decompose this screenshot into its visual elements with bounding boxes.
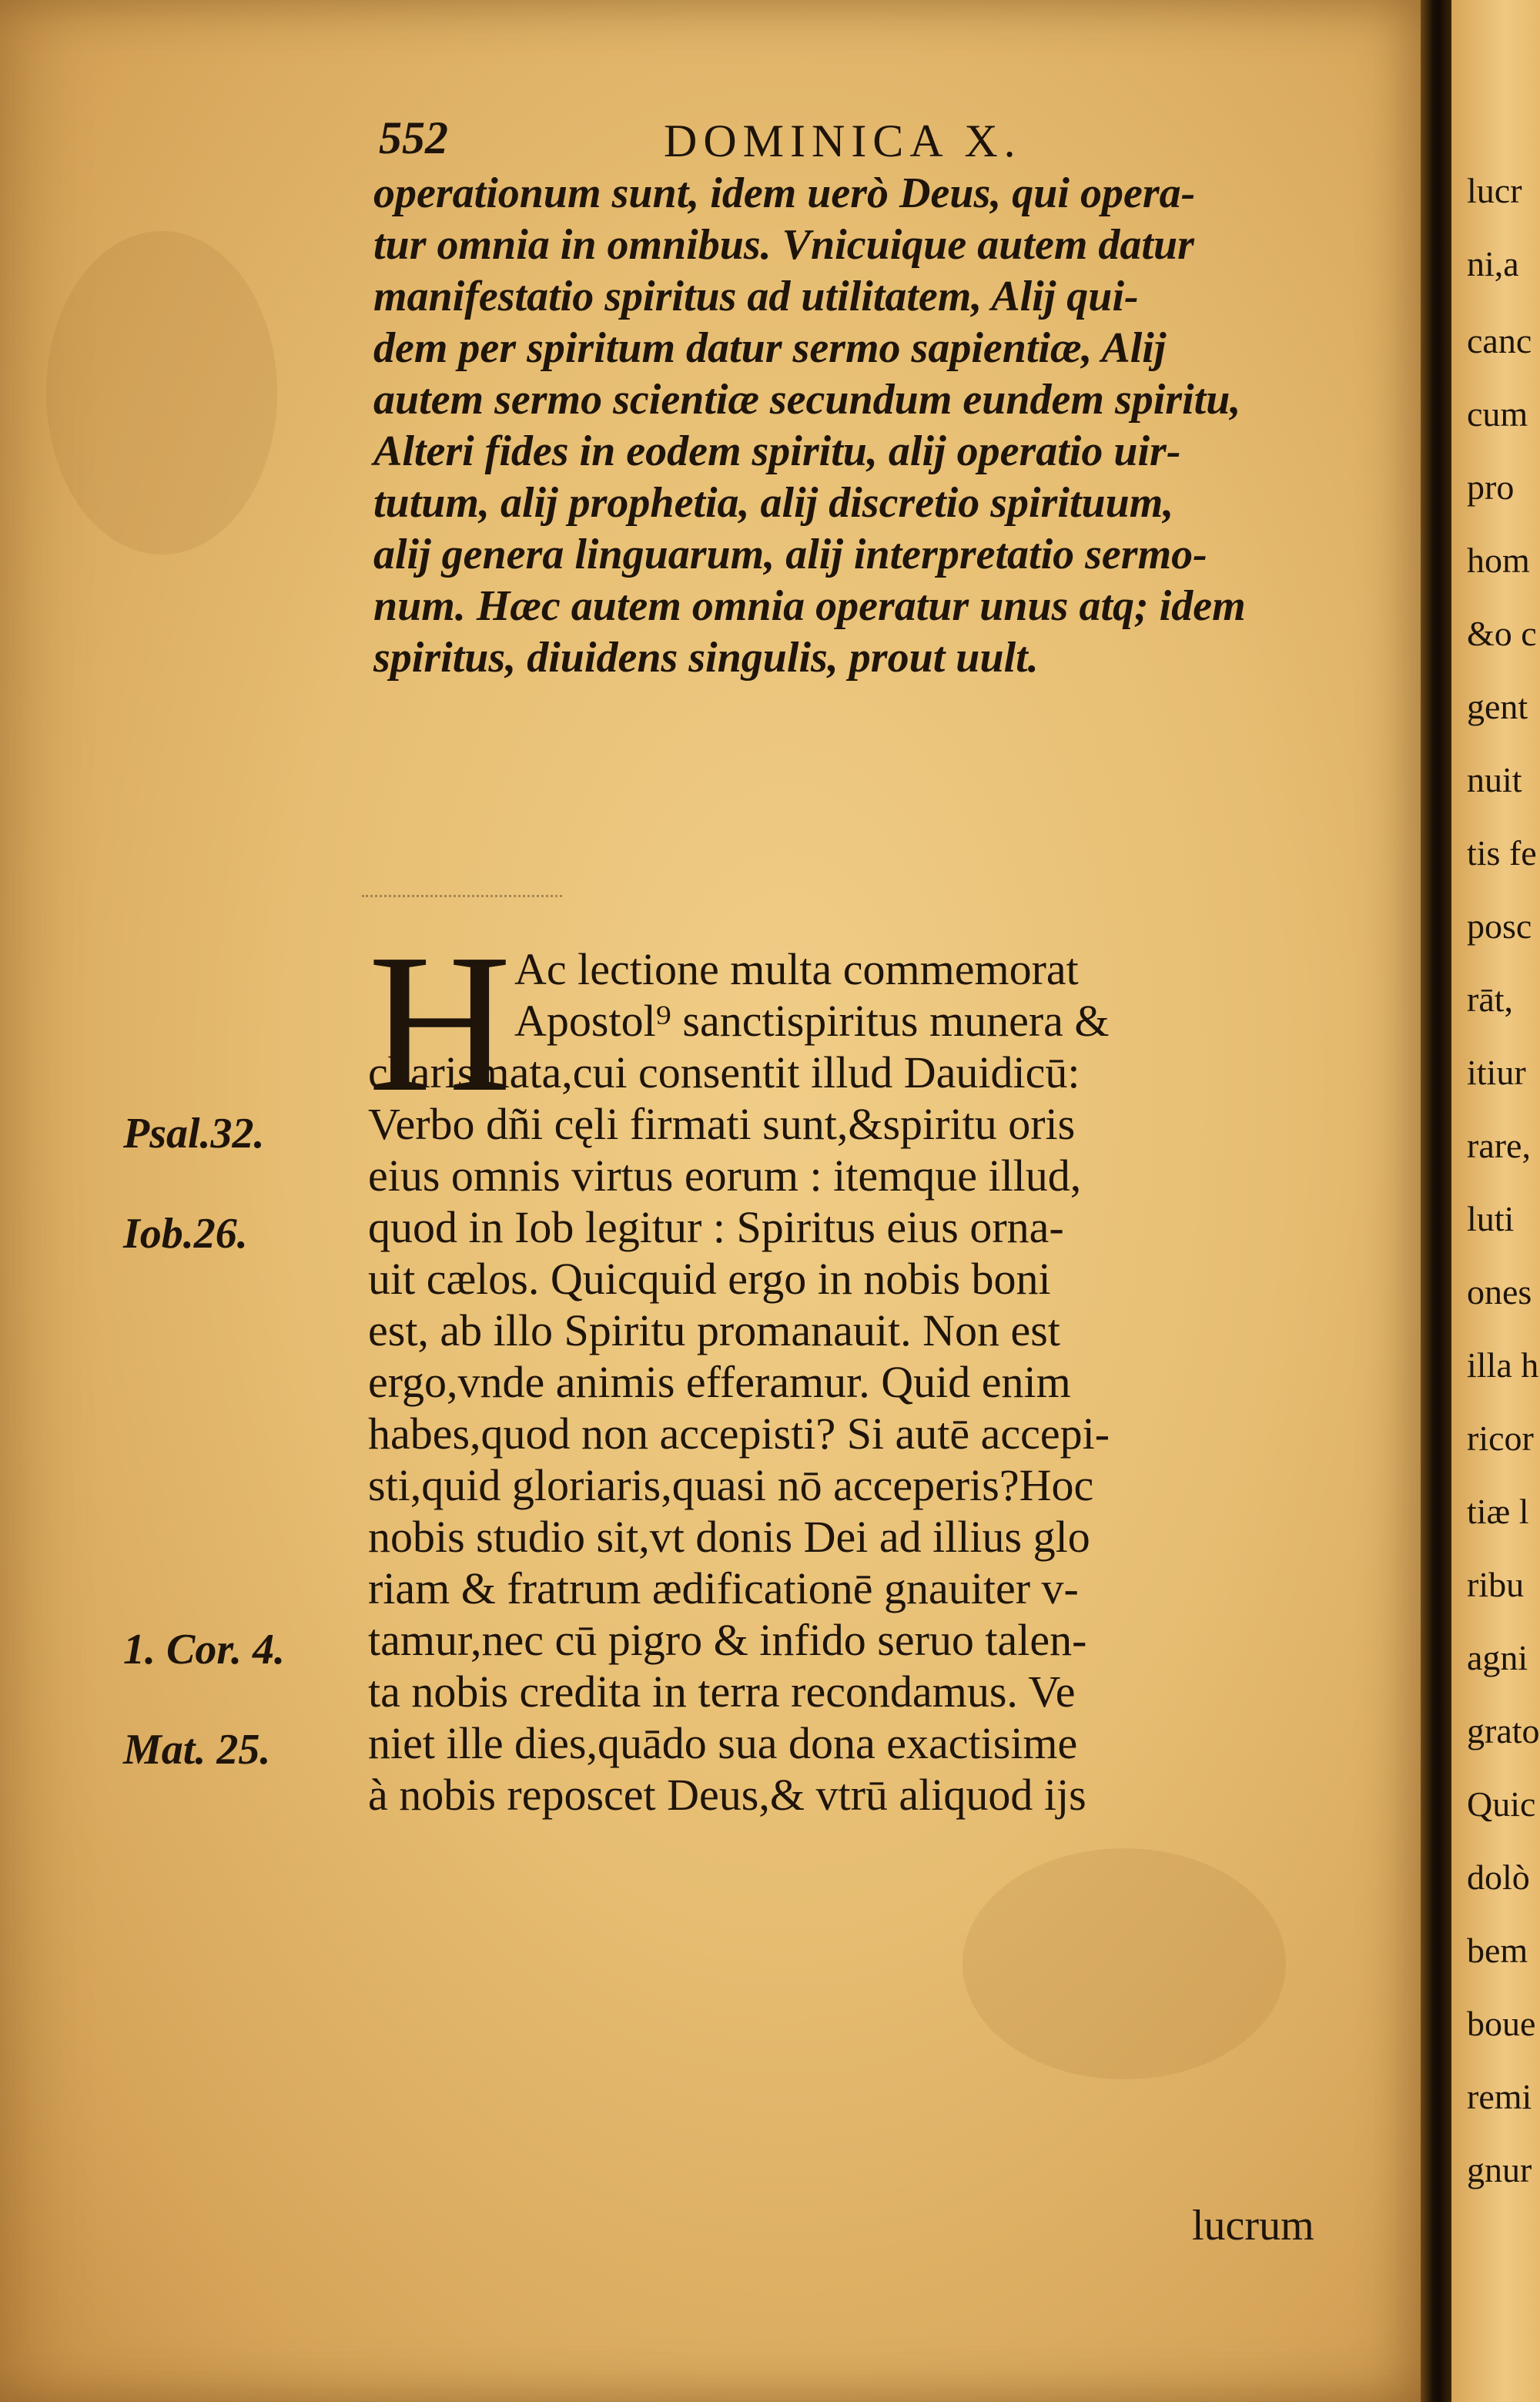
passage-line: Alteri fides in eodem spiritu, alij operatio uir- — [373, 427, 1181, 475]
marginal-ref-cor: 1. Cor. 4. — [123, 1626, 286, 1673]
paper-stain — [46, 231, 277, 554]
facing-page-fragment: remi — [1467, 2077, 1532, 2116]
commentary-line: Verbo dñi cęli firmati sunt,&spiritu oris — [368, 1099, 1076, 1149]
facing-page-fragment: agni — [1467, 1638, 1528, 1677]
facing-page-fragment: gent — [1467, 687, 1528, 726]
scripture-passage — [373, 168, 1451, 684]
facing-page-fragment: ni,a — [1467, 244, 1519, 283]
book-gutter — [1421, 0, 1451, 2402]
facing-page-fragment: grato — [1467, 1711, 1540, 1750]
passage-line: tutum, alij prophetia, alij discretio spirituum, — [373, 479, 1174, 527]
running-title: DOMINICA X. — [664, 116, 1022, 166]
facing-page-fragment: dolò — [1467, 1858, 1530, 1897]
facing-page-fragment: rāt, — [1467, 980, 1514, 1019]
commentary-line: charismata,cui consentit illud Dauidicū: — [368, 1047, 1080, 1097]
ornamental-dots — [362, 879, 562, 897]
commentary-line: sti,quid gloriaris,quasi nō acceperis?Hoc — [368, 1460, 1094, 1510]
facing-page-fragment: ribu — [1467, 1565, 1525, 1604]
commentary-text — [368, 943, 1415, 1821]
passage-line: spiritus, diuidens singulis, prout uult. — [373, 634, 1039, 682]
commentary-line: uit cælos. Quicquid ergo in nobis boni — [368, 1254, 1051, 1304]
commentary-line: ta nobis credita in terra recondamus. Ve — [368, 1667, 1076, 1717]
facing-page-fragment: tiæ l — [1467, 1492, 1529, 1531]
facing-page-fragment: illa h — [1467, 1345, 1539, 1385]
passage-line: tur omnia in omnibus. Vnicuique autem datur — [373, 221, 1194, 269]
passage-line: dem per spiritum datur sermo sapientiæ, Alij — [373, 324, 1167, 372]
facing-page-fragment: Quic — [1467, 1784, 1536, 1824]
facing-page-fragment: &o c — [1467, 614, 1537, 653]
passage-line: manifestatio spiritus ad utilitatem, Alij qui- — [373, 273, 1139, 320]
commentary-line: Ac lectione multa commemorat — [514, 944, 1079, 994]
passage-line: num. Hæc autem omnia operatur unus atq; idem — [373, 582, 1246, 630]
facing-page-fragment: tis fe — [1467, 833, 1537, 873]
facing-page-fragment: canc — [1467, 321, 1532, 360]
drop-cap: H — [368, 913, 512, 1133]
commentary-line: quod in Iob legitur : Spiritus eius orna- — [368, 1202, 1064, 1252]
passage-line: alij genera linguarum, alij interpretatio sermo- — [373, 531, 1207, 578]
commentary-line: niet ille dies,quādo sua dona exactisime — [368, 1718, 1078, 1768]
commentary-line: eius omnis virtus eorum : itemque illud, — [368, 1151, 1082, 1201]
commentary-line: tamur,nec cū pigro & infido seruo talen- — [368, 1615, 1087, 1665]
commentary-line: Apostol⁹ sanctispiritus munera & — [514, 996, 1110, 1046]
facing-page-fragment: lucr — [1467, 171, 1522, 210]
facing-page-fragment: hom — [1467, 541, 1530, 580]
facing-page-fragment: nuit — [1467, 760, 1522, 799]
page-number: 552 — [379, 112, 448, 163]
facing-page-fragment: rare, — [1467, 1126, 1531, 1165]
passage-line: autem sermo scientiæ secundum eundem spiritu, — [373, 376, 1241, 424]
passage-line: operationum sunt, idem uerò Deus, qui opera- — [373, 169, 1196, 217]
facing-page-fragment: cum — [1467, 394, 1528, 434]
commentary-line: à nobis reposcet Deus,& vtrū aliquod ijs — [368, 1770, 1086, 1820]
facing-page-fragment: bem — [1467, 1931, 1528, 1970]
commentary-line: nobis studio sit,vt donis Dei ad illius glo — [368, 1512, 1090, 1562]
facing-page-fragment: posc — [1467, 906, 1532, 946]
marginal-ref-job: Iob.26. — [123, 1210, 248, 1258]
marginal-ref-psalm: Psal.32. — [123, 1110, 265, 1157]
paper-stain — [962, 1848, 1286, 2079]
commentary-line: riam & fratrum ædificationē gnauiter v- — [368, 1563, 1079, 1613]
page-header — [0, 112, 1428, 173]
commentary-line: est, ab illo Spiritu promanauit. Non est — [368, 1305, 1060, 1355]
facing-page-edge — [1451, 0, 1540, 2402]
commentary-line: ergo,vnde animis efferamur. Quid enim — [368, 1357, 1071, 1407]
facing-page-fragment: luti — [1467, 1199, 1515, 1238]
facing-page-fragment: gnur — [1467, 2150, 1532, 2189]
commentary-line: habes,quod non accepisti? Si autē accepi- — [368, 1409, 1110, 1459]
facing-page-fragment: ricor — [1467, 1419, 1534, 1458]
catchword: lucrum — [1192, 2202, 1314, 2250]
facing-page-fragment: itiur — [1467, 1053, 1526, 1092]
facing-page-fragment: ones — [1467, 1272, 1532, 1312]
facing-page-fragment: pro — [1467, 467, 1515, 507]
marginal-ref-mat: Mat. 25. — [123, 1726, 271, 1774]
facing-page-fragment: boue — [1467, 2004, 1536, 2043]
